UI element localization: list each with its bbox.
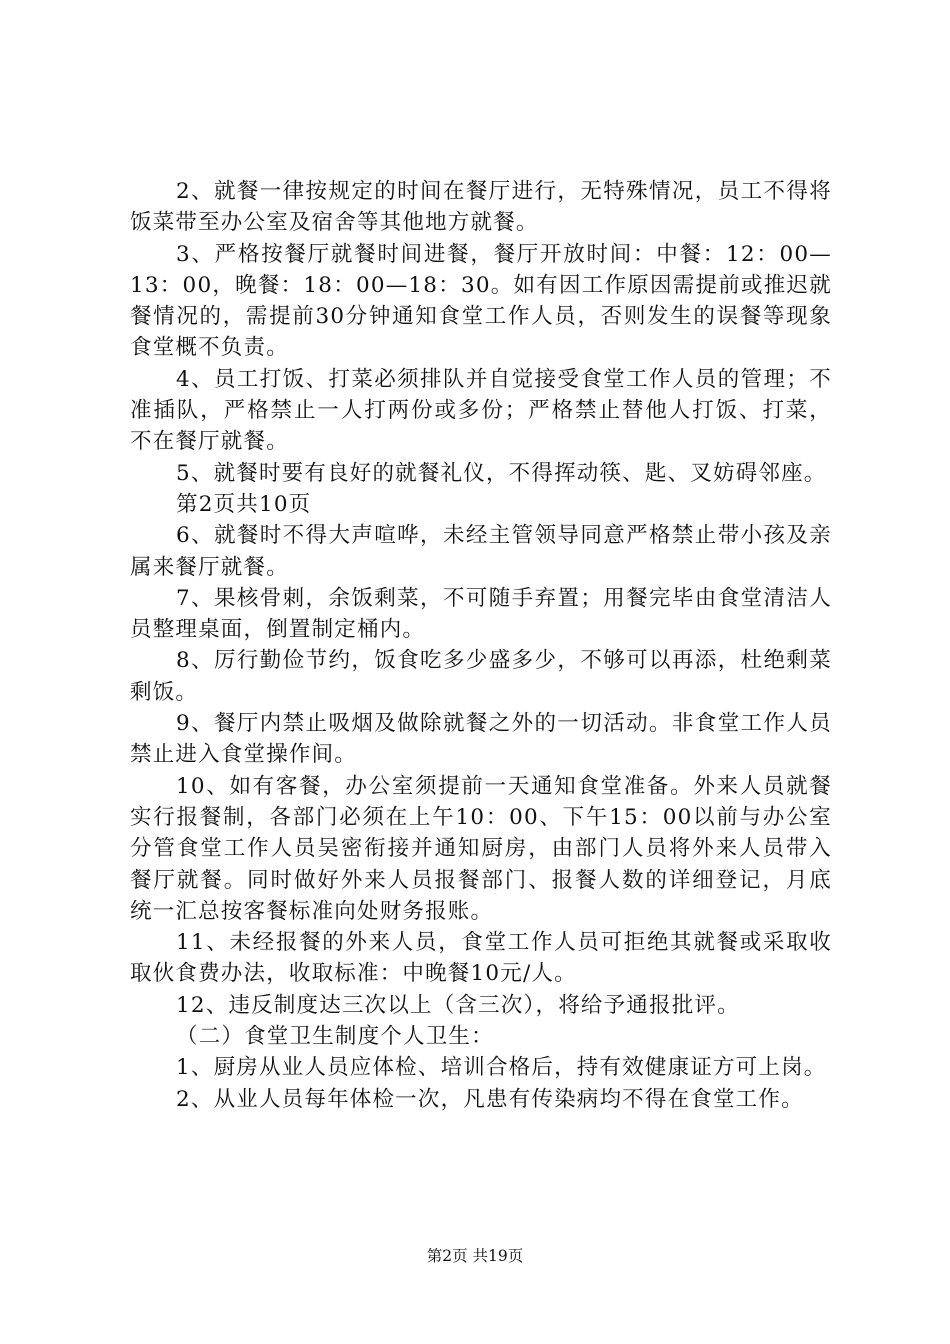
paragraph-11: 11、未经报餐的外来人员，食堂工作人员可拒绝其就餐或采取收取伙食费办法，收取标准：中晚餐10元/人。 — [130, 930, 832, 987]
paragraph-6: 6、就餐时不得大声喧哗，未经主管领导同意严格禁止带小孩及亲属来餐厅就餐。 — [130, 523, 832, 580]
paragraph-10: 10、如有客餐，办公室须提前一天通知食堂准备。外来人员就餐实行报餐制，各部门必须在上午10：00、下午15：00以前与办公室分管食堂工作人员吴密衔接并通知厨房，由部门人员将外来人员带入餐厅就餐。同时做好外来人员报餐部门、报餐人数的详细登记，月底统一汇总按客餐标准向处财务报账。 — [130, 773, 832, 924]
paragraph-8: 8、厉行勤俭节约，饭食吃多少盛多少，不够可以再添，杜绝剩菜剩饭。 — [130, 648, 832, 705]
page-footer: 第2页 共19页 — [426, 1247, 524, 1265]
section-heading-hygiene: （二）食堂卫生制度个人卫生： — [176, 1024, 494, 1050]
paragraph-9: 9、餐厅内禁止吸烟及做除就餐之外的一切活动。非食堂工作人员禁止进入食堂操作间。 — [130, 711, 832, 768]
paragraph-12: 12、违反制度达三次以上（含三次），将给予通报批评。 — [176, 992, 740, 1018]
hygiene-item-1: 1、厨房从业人员应体检、培训合格后，持有效健康证方可上岗。 — [176, 1055, 827, 1081]
paragraph-3: 3、严格按餐厅就餐时间进餐，餐厅开放时间：中餐：12：00—13：00，晚餐：18：00—18：30。如有因工作原因需提前或推迟就餐情况的，需提前30分钟通知食堂工作人员，否则发生的误餐等现象食堂概不负责。 — [130, 241, 832, 361]
paragraph-2: 2、就餐一律按规定的时间在餐厅进行，无特殊情况，员工不得将饭菜带至办公室及宿舍等其他地方就餐。 — [130, 179, 832, 236]
hygiene-item-2: 2、从业人员每年体检一次，凡患有传染病均不得在食堂工作。 — [176, 1086, 804, 1112]
paragraph-5: 5、就餐时要有良好的就餐礼仪，不得挥动筷、匙、叉妨碍邻座。 — [176, 460, 827, 486]
body-text — [130, 176, 832, 1115]
inline-page-marker: 第2页共10页 — [176, 491, 312, 517]
paragraph-4: 4、员工打饭、打菜必须排队并自觉接受食堂工作人员的管理；不准插队，严格禁止一人打两份或多份；严格禁止替他人打饭、打菜，不在餐厅就餐。 — [130, 366, 832, 455]
paragraph-7: 7、果核骨刺，余饭剩菜，不可随手弃置；用餐完毕由食堂清洁人员整理桌面，倒置制定桶内。 — [130, 585, 832, 643]
